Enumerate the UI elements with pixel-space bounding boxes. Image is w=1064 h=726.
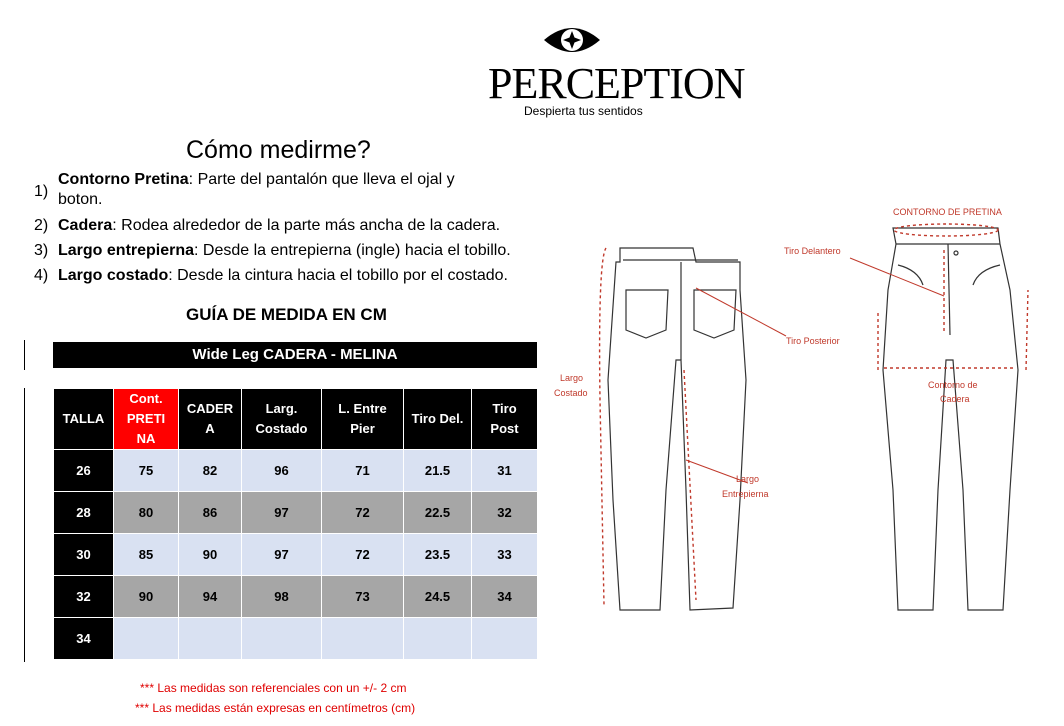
table-row [54, 576, 538, 618]
label-tiro-delantero: Tiro Delantero [784, 246, 841, 256]
value-cell: 75 [114, 450, 179, 492]
value-cell [472, 618, 538, 660]
size-cell: 32 [54, 576, 114, 618]
size-cell: 26 [54, 450, 114, 492]
value-cell [242, 618, 322, 660]
label-tiro-posterior: Tiro Posterior [786, 336, 840, 346]
value-cell: 90 [179, 534, 242, 576]
value-cell [179, 618, 242, 660]
instruction-term: Largo entrepierna [58, 242, 195, 259]
instruction-text: : Desde la cintura hacia el tobillo por el costado. [168, 267, 508, 284]
table-header-row [54, 389, 538, 450]
header-tiro-post-label: Tiro Post [490, 401, 519, 436]
value-cell: 73 [322, 576, 404, 618]
note-centimetros: *** Las medidas están expresas en centímetros (cm) [135, 701, 416, 715]
value-cell: 21.5 [404, 450, 472, 492]
value-cell: 24.5 [404, 576, 472, 618]
label-contorno-cadera: Contorno de [928, 380, 978, 390]
table-row [54, 534, 538, 576]
value-cell: 80 [114, 492, 179, 534]
value-cell: 98 [242, 576, 322, 618]
jeans-back-view [608, 248, 746, 610]
header-cont-pretina-label: Cont. PRETINA [126, 391, 166, 446]
table-row [54, 492, 538, 534]
brand-wordmark: PERCEPTION [488, 59, 745, 108]
label-largo-costado-2: Costado [554, 388, 588, 398]
value-cell: 86 [179, 492, 242, 534]
eye-icon [540, 20, 604, 60]
size-cell: 34 [54, 618, 114, 660]
instruction-term: Cadera [58, 217, 113, 234]
size-cell: 30 [54, 534, 114, 576]
divider [24, 340, 25, 662]
instruction-number: 2) [34, 217, 49, 234]
instruction-term: Largo costado [58, 267, 169, 284]
header-tiro-post [472, 389, 538, 450]
value-cell: 72 [322, 492, 404, 534]
header-cadera [179, 389, 242, 450]
label-largo-entrepierna-2: Entrepierna [722, 489, 769, 499]
value-cell: 96 [242, 450, 322, 492]
brand-logo [484, 20, 745, 125]
value-cell: 85 [114, 534, 179, 576]
value-cell [404, 618, 472, 660]
header-tiro-del: Tiro Del. [404, 389, 472, 450]
measurement-diagram [548, 200, 1042, 615]
value-cell: 23.5 [404, 534, 472, 576]
value-cell: 34 [472, 576, 538, 618]
header-talla: TALLA [54, 389, 114, 450]
value-cell: 97 [242, 492, 322, 534]
label-contorno-cadera-2: Cadera [940, 394, 970, 404]
value-cell: 31 [472, 450, 538, 492]
label-contorno-pretina: CONTORNO DE PRETINA [893, 207, 1002, 217]
size-table [53, 388, 538, 660]
value-cell: 90 [114, 576, 179, 618]
value-cell: 32 [472, 492, 538, 534]
note-referencial: *** Las medidas son referenciales con un +/- 2 cm [140, 681, 407, 695]
instruction-term: Contorno Pretina [58, 171, 189, 188]
header-entre-pier [322, 389, 404, 450]
label-largo-costado: Largo [560, 373, 584, 383]
table-row [54, 618, 538, 660]
instruction-number: 1) [34, 183, 49, 200]
header-largo-costado-label: Larg. Costado [255, 401, 308, 436]
guide-title: GUÍA DE MEDIDA EN CM [186, 305, 387, 324]
instruction-number: 3) [34, 242, 49, 259]
value-cell: 71 [322, 450, 404, 492]
header-largo-costado [242, 389, 322, 450]
size-cell: 28 [54, 492, 114, 534]
instruction-number: 4) [34, 267, 49, 284]
label-largo-entrepierna: Largo [736, 474, 760, 484]
instruction-text: : Desde la entrepierna (ingle) hacia el tobillo. [194, 242, 511, 259]
brand-tagline: Despierta tus sentidos [524, 104, 643, 118]
value-cell [114, 618, 179, 660]
instruction-text: : Parte del pantalón que lleva el ojal y boton. [58, 171, 455, 208]
divider-gap [22, 370, 28, 388]
value-cell: 33 [472, 534, 538, 576]
header-entre-pier-label: L. Entre Pier [338, 401, 387, 436]
instruction-text: : Rodea alrededor de la parte más ancha de la cadera. [112, 217, 501, 234]
value-cell: 97 [242, 534, 322, 576]
value-cell: 82 [179, 450, 242, 492]
jeans-front-view [883, 228, 1018, 610]
header-cont-pretina [114, 389, 179, 450]
value-cell: 22.5 [404, 492, 472, 534]
value-cell: 94 [179, 576, 242, 618]
value-cell [322, 618, 404, 660]
page-title: Cómo medirme? [186, 136, 371, 164]
table-row [54, 450, 538, 492]
value-cell: 72 [322, 534, 404, 576]
header-cadera-label: CADERA [186, 401, 234, 436]
table-subheader: Wide Leg CADERA - MELINA [53, 342, 537, 368]
